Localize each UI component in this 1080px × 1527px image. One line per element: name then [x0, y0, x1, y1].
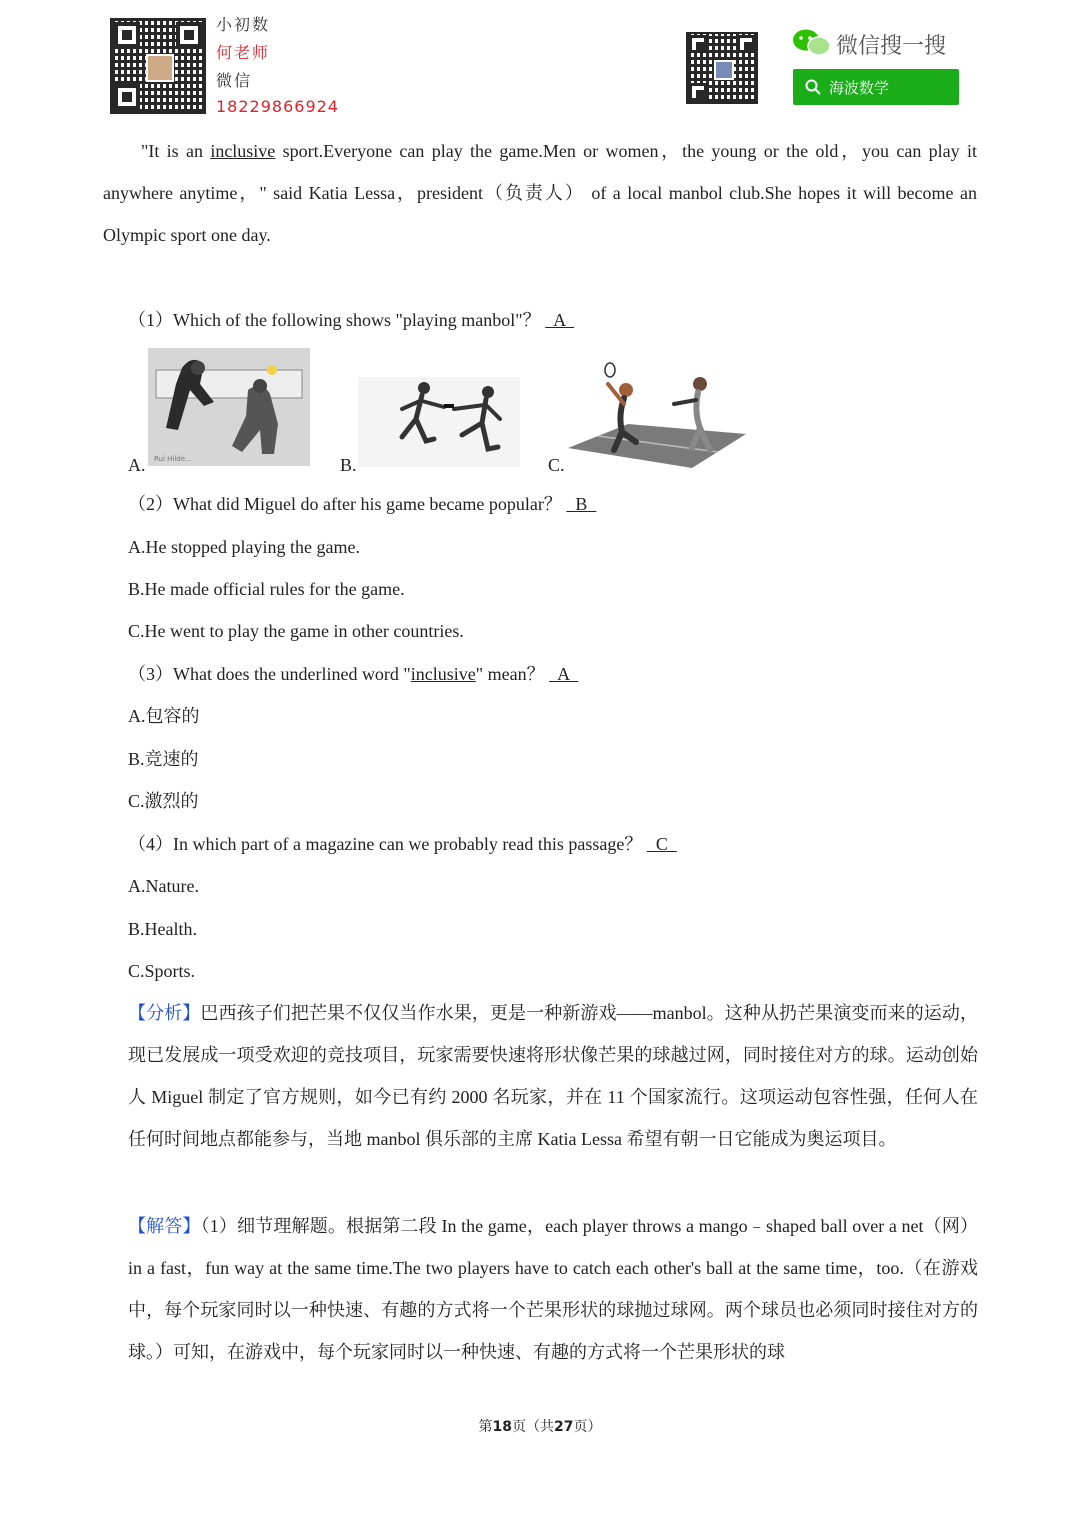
current-page: 18 — [492, 1419, 512, 1435]
relay-race-image — [358, 377, 520, 467]
image-option-c-label: C. — [548, 455, 565, 475]
q4-option-c: C.Sports. — [128, 961, 196, 981]
question-3-post: " mean？ — [475, 664, 545, 684]
solution-label: 【解答】 — [128, 1216, 201, 1236]
page-number: 第18页（共27页） — [478, 1419, 602, 1435]
q2-option-c: C.He went to play the game in other countries. — [128, 621, 464, 641]
svg-text:Rui Hilde...: Rui Hilde... — [154, 455, 192, 463]
manbol-image — [148, 348, 310, 466]
contact-line-1: 小初数 — [216, 15, 271, 34]
question-1-text: （1）Which of the following shows "playing manbol"？ — [128, 310, 541, 330]
passage-paragraph — [103, 130, 977, 256]
search-icon — [805, 79, 821, 95]
question-3-pre: （3）What does the underlined word " — [128, 664, 411, 684]
question-3-word: inclusive — [410, 664, 476, 684]
contact-line-3: 微信 — [216, 71, 253, 90]
qr-code-right — [686, 32, 758, 104]
answer-blank-1: A — [553, 310, 566, 330]
passage-quote-start: "It is an — [141, 141, 211, 161]
image-option-a-label: A. — [128, 455, 146, 475]
q3-option-c: C.激烈的 — [128, 791, 199, 811]
q4-option-a: A.Nature. — [128, 876, 199, 896]
qr-code-left — [110, 18, 206, 114]
contact-phone: 18229866924 — [216, 97, 339, 116]
total-pages: 27 — [554, 1419, 574, 1435]
passage-quote-rest: sport.Everyone can play the game.Men or women，the young or the old，you can play it anywhere anytime，" said Katia Lessa，president（负责人） of a local manbol club.She hopes it will become an Olympic sport one day. — [103, 141, 977, 245]
search-button-label: 海波数学 — [829, 78, 890, 97]
q2-option-a: A.He stopped playing the game. — [128, 537, 360, 557]
badminton-image — [568, 362, 746, 470]
search-button[interactable] — [793, 69, 959, 105]
question-3 — [128, 653, 578, 695]
analysis-text: 巴西孩子们把芒果不仅仅当作水果，更是一种新游戏——manbol。这种从扔芒果演变而来的运动，现已发展成一项受欢迎的竞技项目，玩家需要快速将形状像芒果的球越过网，同时接住对方的球。运动创始人 Miguel 制定了官方规则，如今已有约 2000 名玩家，并在 11 个国家流行。这项运动包容性强，任何人在任何时间地点都能参与，当地 manbol 俱乐部的主席 Katia Lessa 希望有朝一日它能成为奥运项目。 — [128, 1003, 978, 1149]
answer-blank-2: B — [575, 494, 588, 514]
answer-blank-3: A — [557, 664, 570, 684]
question-1 — [128, 299, 574, 341]
wechat-logo-icon — [792, 28, 832, 58]
image-option-b-label: B. — [340, 455, 357, 475]
q2-option-b: B.He made official rules for the game. — [128, 579, 405, 599]
contact-line-2: 何老师 — [216, 43, 271, 62]
q4-option-b: B.Health. — [128, 919, 197, 939]
q3-option-b: B.竞速的 — [128, 749, 199, 769]
question-4-text: （4）In which part of a magazine can we probably read this passage？ — [128, 834, 643, 854]
avatar — [146, 54, 174, 82]
analysis-section — [128, 992, 978, 1160]
q3-option-a: A.包容的 — [128, 706, 200, 726]
underlined-word: inclusive — [210, 141, 276, 161]
answer-blank-4: C — [655, 834, 668, 854]
wechat-search-title: 微信搜一搜 — [836, 34, 947, 59]
solution-section — [128, 1205, 978, 1373]
question-4 — [128, 823, 677, 865]
solution-text: （1）细节理解题。根据第二段 In the game，each player throws a mango﹣shaped ball over a net（网） in a fast，fun way at the same time.The two players have to catch each other's ball at the same time，too.（在游戏中，每个玩家同时以一种快速、有趣的方式将一个芒果形状的球抛过球网。两个球员也必须同时接住对方的球。）可知，在游戏中，每个玩家同时以一种快速、有趣的方式将一个芒果形状的球 — [128, 1216, 979, 1362]
analysis-label: 【分析】 — [128, 1003, 201, 1023]
question-2 — [128, 483, 596, 525]
question-2-text: （2）What did Miguel do after his game became popular？ — [128, 494, 562, 514]
